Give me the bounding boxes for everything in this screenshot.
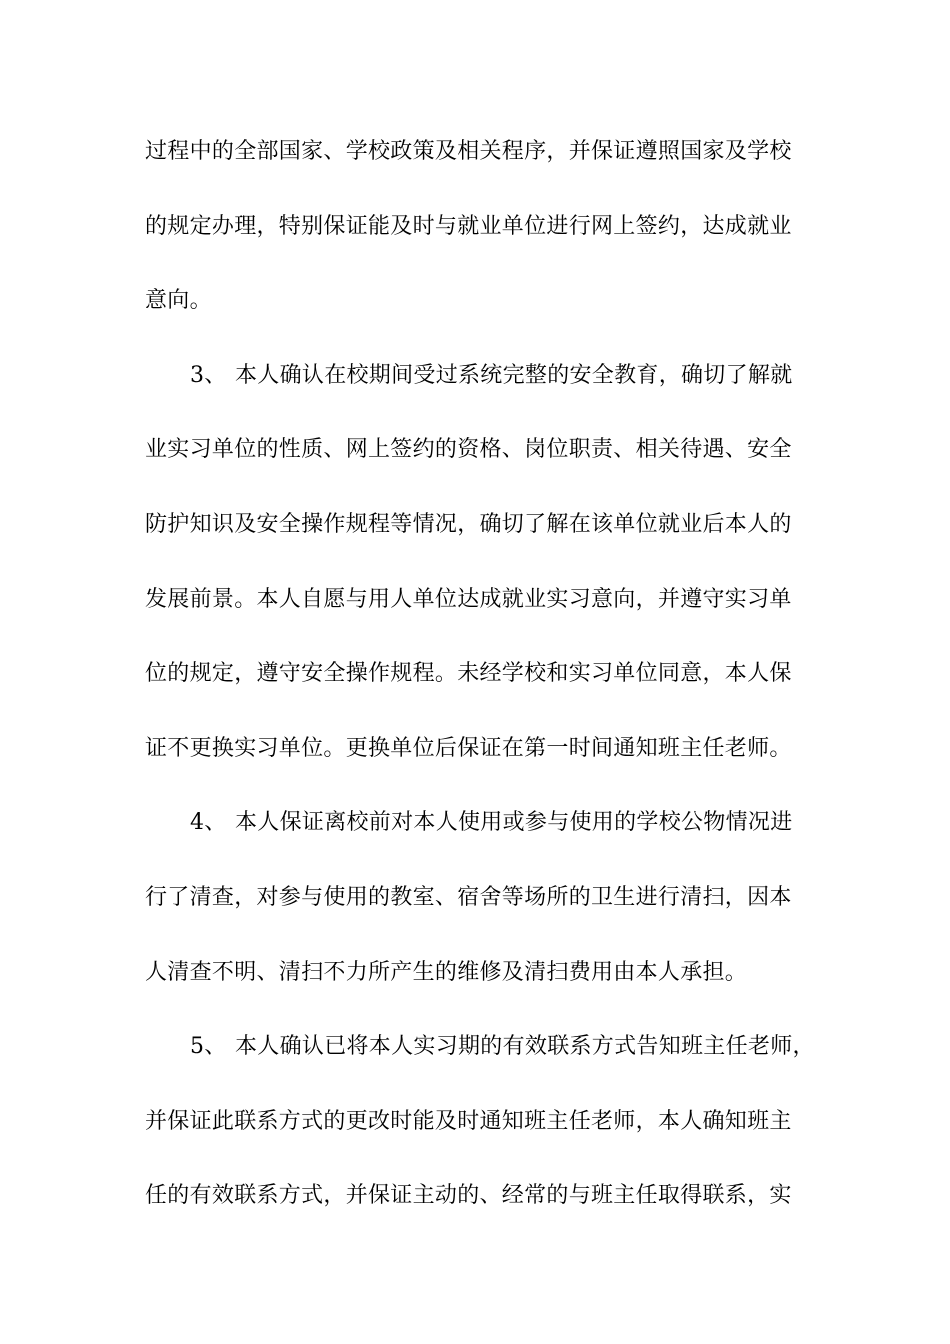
line-text: 本人确认已将本人实习期的有效联系方式告知班主任老师，: [235, 1034, 815, 1060]
line-text: 过程中的全部国家、学校政策及相关程序，并保证遵照国家及学校: [145, 139, 792, 164]
text-line: [145, 1085, 845, 1160]
text-line: [145, 637, 845, 712]
text-line: [145, 413, 845, 488]
item-number: 4、: [190, 810, 227, 836]
text-line: [145, 563, 845, 638]
item-number: 3、: [190, 362, 227, 388]
text-line: [145, 861, 845, 936]
text-line: [145, 936, 845, 1011]
document-body: [145, 115, 845, 1234]
text-line: [145, 488, 845, 563]
line-text: 并保证此联系方式的更改时能及时通知班主任老师，本人确知班主: [145, 1108, 792, 1134]
numbered-item-line: [145, 1010, 845, 1085]
line-text: 业实习单位的性质、网上签约的资格、岗位职责、相关待遇、安全: [145, 437, 792, 463]
item-number: 5、: [190, 1034, 227, 1060]
text-line: [145, 115, 845, 190]
line-text: 发展前景。本人自愿与用人单位达成就业实习意向，并遵守实习单: [145, 586, 792, 612]
line-text: 位的规定，遵守安全操作规程。未经学校和实习单位同意，本人保: [145, 661, 792, 687]
text-line: [145, 264, 845, 339]
line-text: 的规定办理，特别保证能及时与就业单位进行网上签约，达成就业: [145, 213, 792, 239]
line-text: 行了清查，对参与使用的教室、宿舍等场所的卫生进行清扫，因本: [145, 884, 792, 910]
numbered-item-line: [145, 339, 845, 414]
line-text: 意向。: [145, 288, 212, 314]
line-text: 证不更换实习单位。更换单位后保证在第一时间通知班主任老师。: [145, 735, 792, 761]
line-text: 任的有效联系方式，并保证主动的、经常的与班主任取得联系，实: [145, 1183, 792, 1209]
line-text: 防护知识及安全操作规程等情况，确切了解在该单位就业后本人的: [145, 511, 792, 537]
text-line: [145, 190, 845, 265]
text-line: [145, 712, 845, 787]
line-text: 人清查不明、清扫不力所产生的维修及清扫费用由本人承担。: [145, 959, 748, 985]
line-text: 本人确认在校期间受过系统完整的安全教育，确切了解就: [235, 362, 793, 388]
text-line: [145, 1159, 845, 1234]
line-text: 本人保证离校前对本人使用或参与使用的学校公物情况进: [235, 810, 793, 836]
numbered-item-line: [145, 786, 845, 861]
